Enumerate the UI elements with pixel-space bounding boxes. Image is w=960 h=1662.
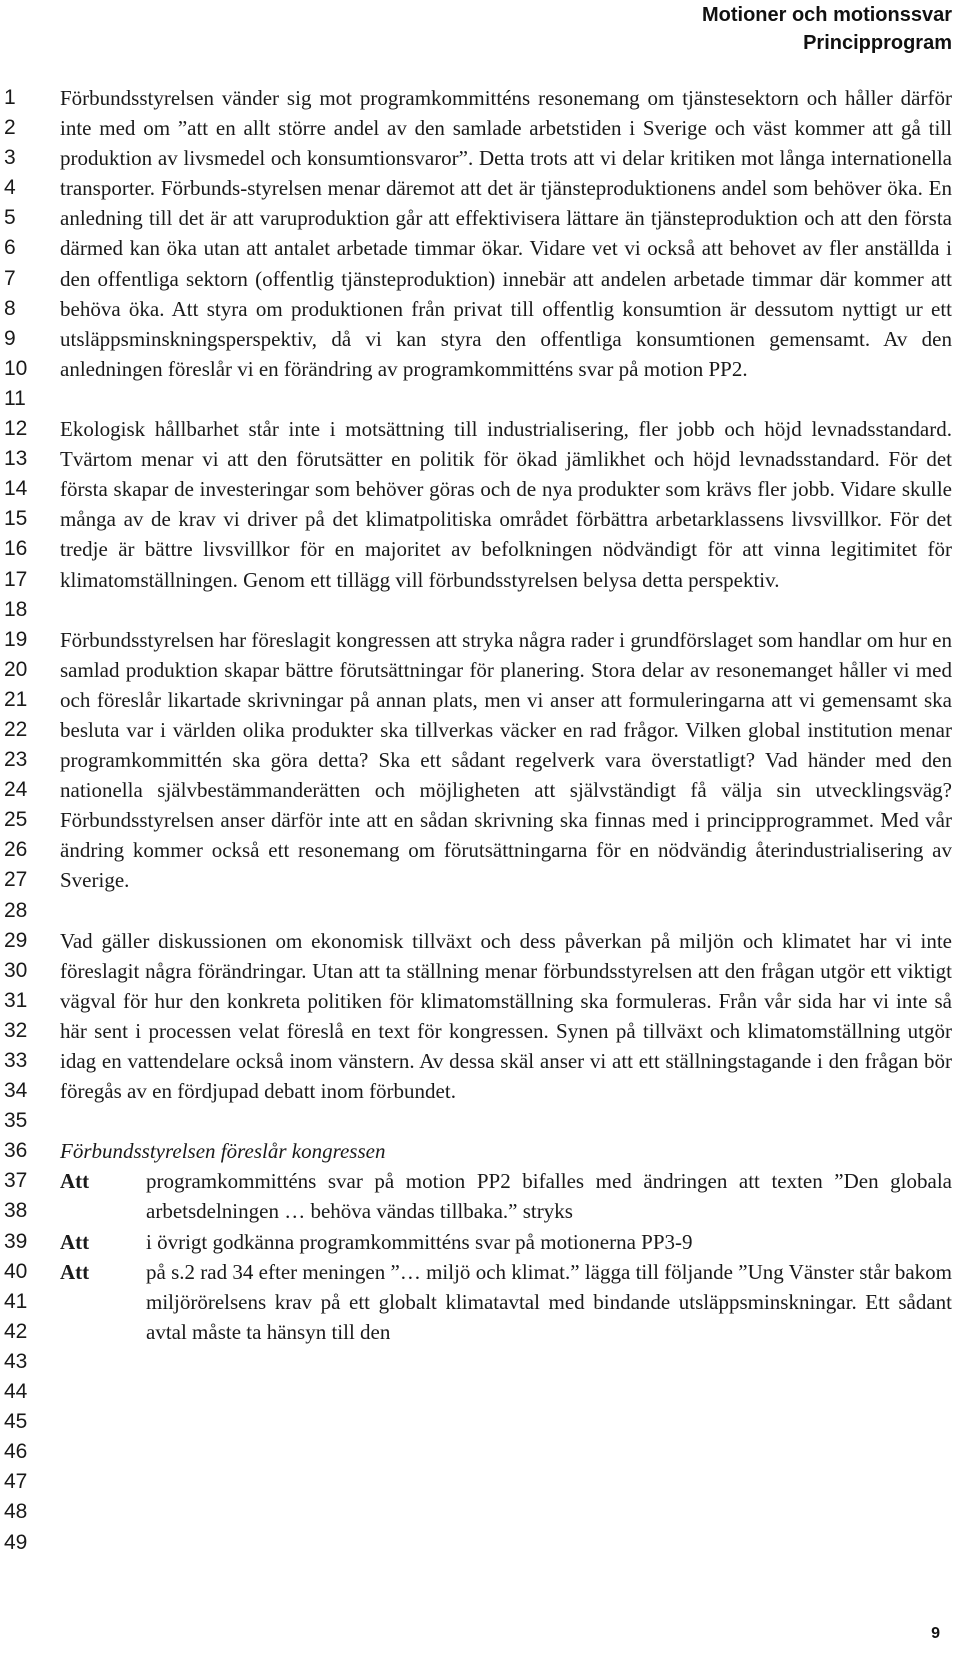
proposal-label: Att xyxy=(60,1259,90,1284)
proposal-label: Att xyxy=(60,1169,90,1194)
line-number-gutter xyxy=(4,83,58,1558)
line-number: 38 xyxy=(4,1199,28,1223)
line-number: 48 xyxy=(4,1500,28,1524)
line-number: 33 xyxy=(4,1049,28,1072)
line-number: 30 xyxy=(4,958,28,982)
line-number: 19 xyxy=(4,627,28,651)
line-number: 24 xyxy=(4,778,28,802)
line-number: 45 xyxy=(4,1410,28,1434)
line-number: 12 xyxy=(4,417,28,441)
proposal-text: programkommitténs svar på motion PP2 bifalles med ändringen att texten ”Den globala arbetsdelningen … behöva vändas tillbaka.” stryks xyxy=(146,1169,952,1224)
line-number: 11 xyxy=(4,386,26,410)
line-number: 18 xyxy=(4,597,28,621)
line-number: 31 xyxy=(4,988,28,1012)
header-title: Motioner och motionssvar xyxy=(701,4,952,26)
line-number: 41 xyxy=(4,1289,28,1313)
proposal-item-1 xyxy=(60,1166,952,1226)
line-number: 39 xyxy=(4,1229,28,1253)
paragraph-4: Vad gäller diskussionen om ekonomisk tillväxt och dess påverkan på miljön och klimatet har vi inte föreslagit några förändringar. Utan att ta ställning menar förbundsstyrelsen att den frågan utgör ett viktigt vägval för hur den konkreta politiken för klimatomställning ska formuleras. Från vår sida har vi inte så här sent i processen velat föreslå en text för kongressen. Synen på tillväxt och klimatomställning utgör idag en vattendelare också inom vänstern. Av dessa skäl anser vi att ett ställningstagande i den frågan bör föregås av en fördjupad debatt inom förbundet. xyxy=(60,928,952,1104)
proposal-text: på s.2 rad 34 efter meningen ”… miljö och klimat.” lägga till följande ”Ung Vänster står bakom miljörörelsens krav på ett globalt klimatavtal med bindande utsläppsminskningar. Ett sådant avtal måste ta hänsyn till den xyxy=(146,1259,952,1344)
line-number: 2 xyxy=(4,116,16,140)
document-body xyxy=(60,83,952,1347)
line-number: 42 xyxy=(4,1319,28,1343)
line-number: 32 xyxy=(4,1018,28,1042)
line-number: 16 xyxy=(4,537,28,561)
line-number: 7 xyxy=(4,266,16,290)
line-number: 17 xyxy=(4,567,28,591)
line-number: 34 xyxy=(4,1079,28,1103)
line-number: 20 xyxy=(4,657,28,681)
line-number: 49 xyxy=(4,1530,28,1554)
line-number: 22 xyxy=(4,717,28,741)
line-number: 9 xyxy=(4,326,16,350)
proposal-label: Att xyxy=(60,1229,90,1254)
line-number: 47 xyxy=(4,1470,28,1494)
line-number: 1 xyxy=(4,86,16,109)
line-number: 44 xyxy=(4,1380,28,1404)
line-number: 37 xyxy=(4,1169,28,1193)
paragraph-3: Förbundsstyrelsen har föreslagit kongressen att stryka några rader i grundförslaget som handlar om hur en samlad produktion skapar bättre förutsättningar för planering. Stora delar av resonemanget håller vi med och föreslår likartade skrivningar på annan plats, men vi anser att formuleringarna att vi gemensamt ska besluta var i världen olika produkter ska tillverkas väcker en rad frågor. Vilken global institution menar programkommittén ska göra detta? Ska ett sådant regelverk vara överstatligt? Vad händer med den nationella självbestämmanderätten och möjligheten att självständigt få välja sin utvecklingsväg? Förbundsstyrelsen anser därför inte att en sådan skrivning ska finnas med i principprogrammet. Med vår ändring kommer också ett resonemang om förutsättningarna för en nödvändig återindustrialisering av Sverige. xyxy=(60,627,952,893)
line-number: 35 xyxy=(4,1109,28,1133)
line-number: 4 xyxy=(4,176,16,200)
line-number: 28 xyxy=(4,898,28,922)
line-number: 26 xyxy=(4,838,28,862)
line-number: 43 xyxy=(4,1349,28,1373)
line-number: 3 xyxy=(4,146,16,170)
line-number: 21 xyxy=(4,687,28,711)
line-number: 10 xyxy=(4,356,28,380)
line-number: 6 xyxy=(4,236,16,260)
header-subtitle: Principprogram xyxy=(803,32,952,54)
page-number: 9 xyxy=(931,1625,940,1642)
paragraph-2: Ekologisk hållbarhet står inte i motsättning till industrialisering, fler jobb och höjd levnadsstandard. Tvärtom menar vi att den förutsätter en politik för ökad jämlikhet och höjd levnadsstandard. För det första skapar de investeringar som behöver göras och de nya produkter som krävs fler jobb. Vidare skulle många av de krav vi driver på det klimatpolitiska området förbättra arbetarklassens livsvillkor. För det tredje är bättre livsvillkor för en majoritet av befolkningen nödvändigt för att vinna legitimitet för klimatomställningen. Genom ett tillägg vill förbundsstyrelsen belysa detta perspektiv. xyxy=(60,417,952,592)
line-number: 40 xyxy=(4,1259,28,1283)
proposal-heading: Förbundsstyrelsen föreslår kongressen xyxy=(60,1139,386,1164)
line-number: 14 xyxy=(4,477,28,501)
proposal-text: i övrigt godkänna programkommitténs svar på motionerna PP3-9 xyxy=(146,1229,693,1254)
line-number: 8 xyxy=(4,296,16,320)
line-number: 13 xyxy=(4,447,28,471)
line-number: 29 xyxy=(4,928,28,952)
proposal-item-3 xyxy=(60,1257,952,1347)
line-number: 25 xyxy=(4,808,28,832)
line-number: 36 xyxy=(4,1139,28,1163)
line-number: 15 xyxy=(4,507,28,531)
line-number: 46 xyxy=(4,1440,28,1464)
line-number: 27 xyxy=(4,868,28,892)
paragraph-1: Förbundsstyrelsen vänder sig mot programkommitténs resonemang om tjänstesektorn och håller därför inte med om ”att en allt större andel av den samlade arbetstiden i Sverige och väst kommer att gå till produktion av livsmedel och konsumtionsvaror”. Detta trots att vi delar kritiken mot långa internationella transporter. Förbunds-styrelsen menar däremot att det är tjänsteproduktionens andel som behöver öka. En anledning till det är att varuproduktion går att effektivisera lättare än tjänsteproduktion och att den första därmed kan öka utan att antalet arbetade timmar ökar. Vidare vet vi också att behovet av fler anställda i den offentliga sektorn (offentlig tjänsteproduktion) innebär att andelen arbetade timmar där kommer att behöva öka. Att styra om produktionen från privat till offentlig konsumtion är dessutom nyttigt ur ett utsläppsminskningsperspektiv, då vi kan styra den offentliga konsumtionen gemensamt. Av den anledningen föreslår vi en förändring av programkommitténs svar på motion PP2. xyxy=(60,86,952,381)
line-number: 23 xyxy=(4,748,28,772)
proposal-item-2 xyxy=(60,1227,952,1257)
line-number: 5 xyxy=(4,206,16,230)
